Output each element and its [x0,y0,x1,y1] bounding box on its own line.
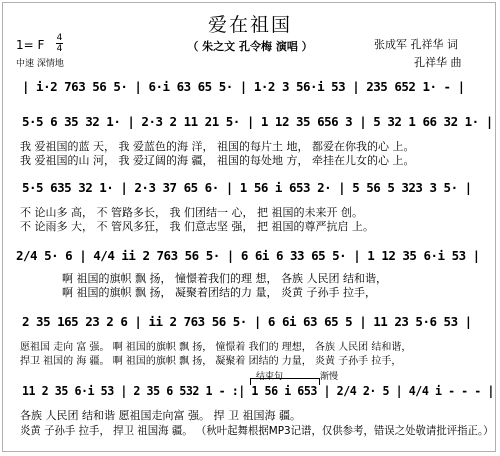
time-signature-top: 4 [56,33,63,43]
staff-line-3-lyric-1: 不 论山多 高， 不 管路多长， 我 们团结一 心， 把 祖国的未来开 创。 [20,206,363,219]
staff-line-5-lyric-1: 愿祖国 走向 富 强。 啊 祖国的旗帜 飘 扬， 憧憬着 我们的 理想， 各族 人民团 结和谐， [20,342,412,353]
staff-line-2-lyric-2: 我 爱祖国的山 河， 我 爱辽阔的海 疆， 祖国的每处地 方， 牵挂在儿女的心 上。 [20,154,415,167]
staff-line-5-notes: 2 35 165 23 2 6 | ii 2 763 56 5· | 6 6i 63 65 5 | 11 23 5·6 53 | [22,314,472,329]
staff-line-3-notes: 5·5 635 32 1· | 2·3 37 65 6· | 1 56 i 653 2· | 5 56 5 323 3 5· | [22,180,472,195]
staff-line-5-lyric-2: 捍卫 祖国的 海 疆。 啊 祖国的旗帜 飘 扬， 凝聚着 团结的 力量， 炎黄 子孙手 拉手， [20,356,402,367]
staff-line-6-notes: 11 2 35 6·i 53 | 2 35 6 532 1 - :| 1 56 i 653 | 2/4 2· 5 | 4/4 i - - - | [22,383,494,398]
staff-line-2-lyric-1: 我 爱祖国的蓝 天， 我 爱蓝色的海 洋， 祖国的每片土 地， 都爱在你我的心 上。 [20,140,415,153]
staff-line-4-lyric-2: 啊 祖国的旗帜 飘 扬， 凝聚着团结的力 量， 炎黄 子孙手 拉手， [62,286,376,299]
tempo-change: 渐慢 [320,372,339,382]
time-signature [56,34,63,53]
composer-credit: 孔祥华 曲 [414,56,462,69]
ending-label: 结束句 [256,372,284,382]
song-title: 爱在祖国 [207,14,292,36]
key-signature: 1= F [16,38,45,52]
staff-line-6-lyric-2: 炎黄 子孙手 拉手， 捍卫 祖国海 疆。 （秋叶起舞根据MP3记谱，仅供参考，错误之处敬请批评指正。） [20,424,494,437]
staff-line-4-lyric-1: 啊 祖国的旗帜 飘 扬， 憧憬着我们的理 想， 各族 人民团 结和谐， [62,272,387,285]
performers: （ 朱之文 孔令梅 演唱 ） [187,40,313,53]
tempo-marking: 中速 深情地 [16,59,64,69]
time-signature-bottom: 4 [56,44,63,54]
staff-line-4-notes: 2/4 5· 6 | 4/4 ii 2 763 56 5· | 6 6i 6 33 65 5· | 1 12 35 6·i 53 | [16,248,480,263]
lyricist-credit: 张成军 孔祥华 词 [374,38,458,51]
staff-line-1-notes: | i·2 763 56 5· | 6·i 63 65 5· | 1·2 3 56·i 53 | 235 652 1· - | [22,79,465,94]
staff-line-2-notes: 5·5 6 35 32 1· | 2·3 2 11 21 5· | 1 12 35 656 3 | 5 32 1 66 32 1· | [22,114,493,129]
staff-line-3-lyric-2: 不 论雨多 大， 不 管风多狂， 我 们意志坚 强， 把 祖国的尊严抗启 上。 [20,220,374,233]
staff-line-6-lyric-1: 各族 人民团 结和谐 愿祖国走向富 强。 捍 卫 祖国海 疆。 [20,409,301,422]
